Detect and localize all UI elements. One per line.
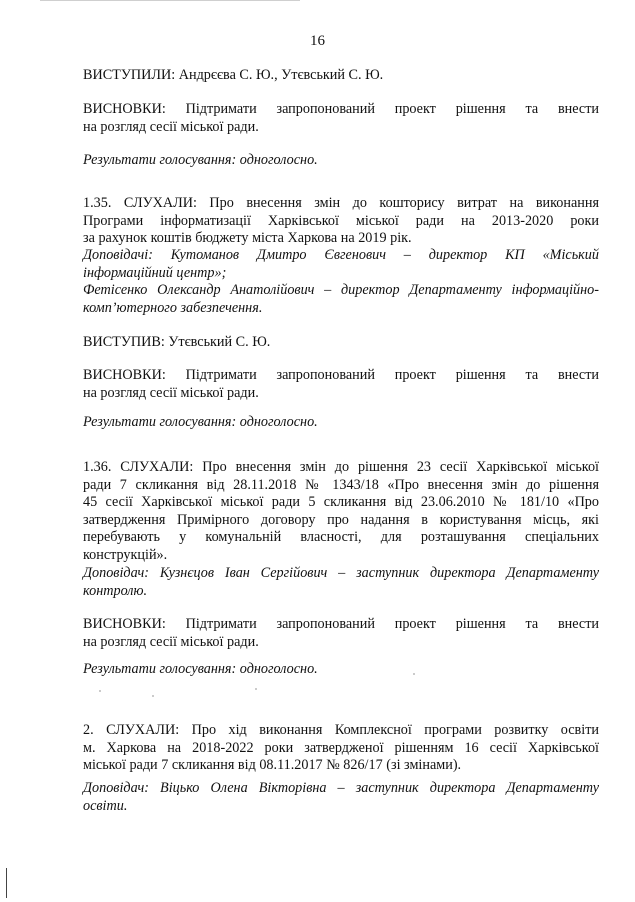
speakers-line: ВИСТУПИЛИ: Андрєєва С. Ю., Утєвський С. Ю.	[83, 67, 384, 83]
conclusion-line: ВИСНОВКИ: Підтримати запропонований проект рішення та внести	[83, 616, 599, 632]
scan-speck	[152, 695, 154, 697]
reporter-line: інформаційний центр»;	[83, 264, 227, 281]
item-1-35	[83, 195, 599, 248]
reporter-line: Доповідачі: Кутоманов Дмитро Євгенович – директор КП «Міський	[83, 247, 599, 263]
vote-result-1	[83, 152, 599, 170]
conclusion-1	[83, 101, 599, 136]
scan-speck	[255, 688, 257, 690]
speaker-line: ВИСТУПИВ: Утєвський С. Ю.	[83, 334, 271, 350]
speakers-1	[83, 67, 599, 85]
item-line: міської ради 7 скликання від 08.11.2017 № 826/17 (зі змінами).	[83, 757, 462, 773]
item-line: м. Харкова на 2018-2022 роки затвердженої рішенням 16 сесії Харківської	[83, 739, 599, 756]
speaker-1-35	[83, 334, 599, 352]
item-line: 45 сесії Харківської міської ради 5 скликання від 23.06.2010 № 181/10 «Про	[83, 494, 599, 510]
item-1-36	[83, 459, 599, 564]
vote-line: Результати голосування: одноголосно.	[83, 414, 318, 430]
conclusion-line: на розгляд сесії міської ради.	[83, 384, 259, 401]
reporter-line: освіти.	[83, 797, 128, 814]
conclusion-line: ВИСНОВКИ: Підтримати запропонований проект рішення та внести	[83, 367, 599, 383]
item-2	[83, 722, 599, 775]
item-line: за рахунок коштів бюджету міста Харкова на 2019 рік.	[83, 230, 412, 246]
reporters-1-35	[83, 247, 599, 317]
reporter-line: Фетісенко Олександр Анатолійович – директор Департаменту інформаційно-	[83, 282, 599, 298]
item-line: 1.35. СЛУХАЛИ: Про внесення змін до кошторису витрат на виконання	[83, 195, 599, 211]
scan-speck	[99, 690, 101, 692]
reporter-1-36	[83, 565, 599, 600]
item-line: перебувають у комунальній власності, для розташування спеціальних	[83, 529, 599, 545]
reporter-line: контролю.	[83, 582, 148, 599]
vote-line: Результати голосування: одноголосно.	[83, 661, 318, 677]
scan-margin-mark	[6, 868, 7, 898]
scan-speck	[413, 673, 415, 675]
item-line: затвердження Примірного договору про надання в користування місць, які	[83, 511, 599, 528]
vote-result-1-35	[83, 414, 599, 432]
item-line: ради 7 скликання від 28.11.2018 № 1343/18 «Про внесення змін до рішення	[83, 476, 599, 493]
vote-result-1-36	[83, 661, 599, 679]
reporter-2	[83, 780, 599, 815]
conclusion-1-35	[83, 367, 599, 402]
reporter-line: Доповідач: Віцько Олена Вікторівна – заступник директора Департаменту	[83, 780, 599, 796]
conclusion-line: ВИСНОВКИ: Підтримати запропонований проект рішення та внести	[83, 101, 599, 117]
conclusion-line: на розгляд сесії міської ради.	[83, 633, 259, 650]
item-line: Програми інформатизації Харківської міської ради на 2013-2020 роки	[83, 212, 599, 229]
conclusion-line: на розгляд сесії міської ради.	[83, 118, 259, 135]
scan-edge-line	[40, 0, 300, 1]
reporter-line: комп’ютерного забезпечення.	[83, 299, 263, 316]
page-number: 16	[310, 33, 325, 49]
item-line: 1.36. СЛУХАЛИ: Про внесення змін до рішення 23 сесії Харківської міської	[83, 459, 599, 475]
vote-line: Результати голосування: одноголосно.	[83, 152, 318, 168]
reporter-line: Доповідач: Кузнєцов Іван Сергійович – заступник директора Департаменту	[83, 565, 599, 581]
item-line: конструкцій».	[83, 546, 168, 563]
item-line: 2. СЛУХАЛИ: Про хід виконання Комплексної програми розвитку освіти	[83, 722, 599, 738]
conclusion-1-36	[83, 616, 599, 651]
